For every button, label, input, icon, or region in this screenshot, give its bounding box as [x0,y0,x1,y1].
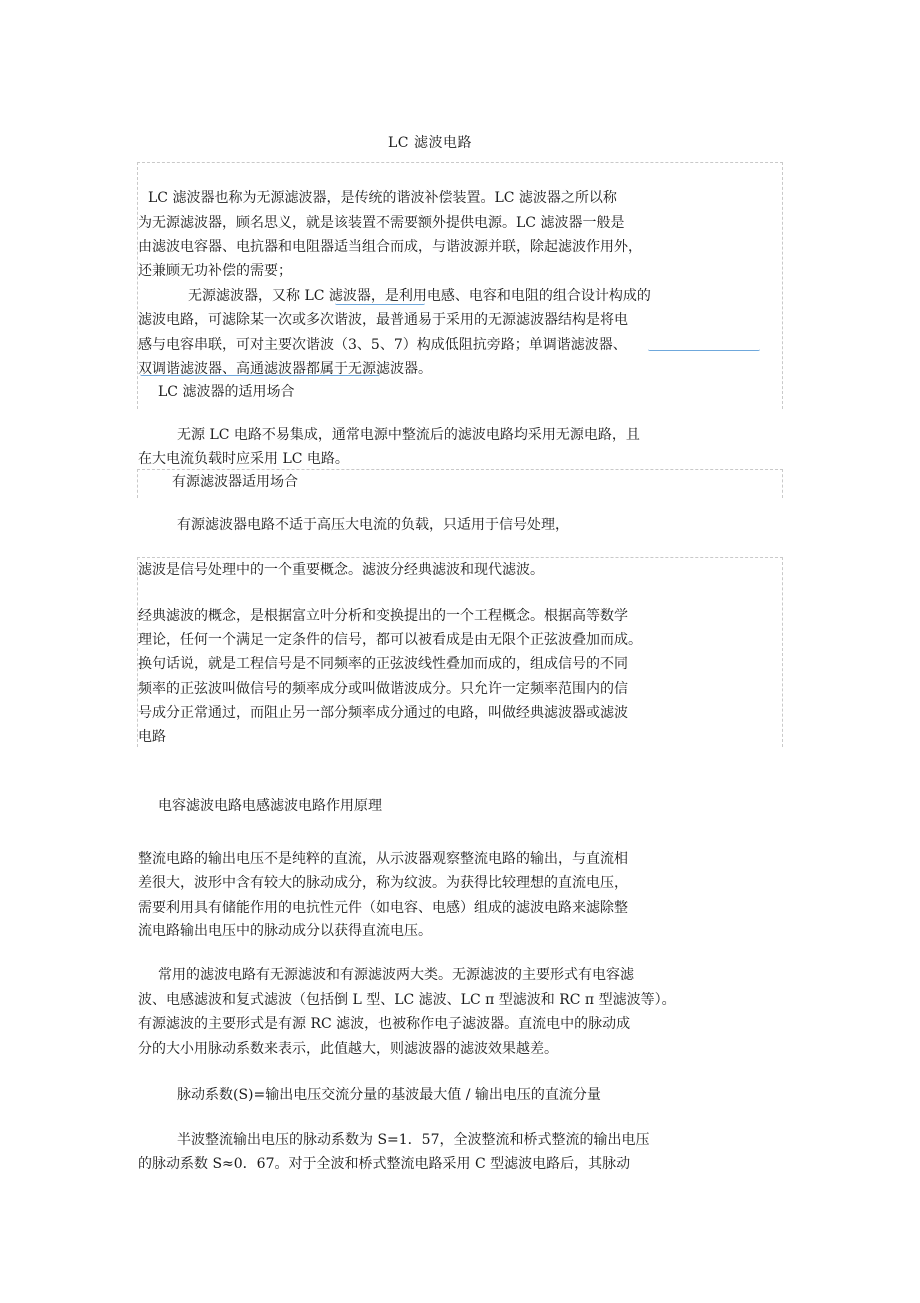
para6-line-1: 常用的滤波电路有无源滤波和有源滤波两大类。无源滤波的主要形式有电容滤 [158,967,634,983]
para1-line-2: 为无源滤波器，顾名思义，就是该装置不需要额外提供电源。LC 滤波器一般是 [138,215,625,231]
para5-line-4: 流电路输出电压中的脉动成分以获得直流电压。 [138,923,432,939]
active-filter-text: 有源滤波器电路不适于高压大电流的负载，只适用于信号处理， [177,517,569,533]
para4-line-5: 号成分正常通过，而阻止另一部分频率成分通过的电路，叫做经典滤波器或滤波 [138,705,628,721]
para6-line-4: 分的大小用脉动系数来表示，此值越大，则滤波器的滤波效果越差。 [138,1041,558,1057]
para2-line-1: 无源滤波器，又称 LC 滤波器，是利用电感、电容和电阻的组合设计构成的 [188,288,651,304]
para5-line-2: 差很大，波形中含有较大的脉动成分，称为纹波。为获得比较理想的直流电压， [138,875,628,891]
para3-line-1: 无源 LC 电路不易集成，通常电源中整流后的滤波电路均采用无源电路，且 [177,427,640,443]
para5-line-3: 需要利用具有储能作用的电抗性元件（如电容、电感）组成的滤波电路来滤除整 [138,900,628,916]
para4-line-6: 电路 [138,729,166,745]
para4-line-4: 频率的正弦波叫做信号的频率成分或叫做谐波成分。只允许一定频率范围内的信 [138,681,628,697]
spellcheck-underline-2 [648,347,760,351]
para1-line-3: 由滤波电容器、电抗器和电阻器适当组合而成，与谐波源并联，除起滤波作用外， [138,239,642,255]
para1-line-4: 还兼顾无功补偿的需要； [138,263,292,279]
para5-line-1: 整流电路的输出电压不是纯粹的直流，从示波器观察整流电路的输出，与直流相 [138,851,628,867]
para4-line-2: 理论，任何一个满足一定条件的信号，都可以被看成是由无限个正弦波叠加而成。 [138,632,642,648]
heading-lc-scope: LC 滤波器的适用场合 [158,384,295,400]
para7-line-1: 半波整流输出电压的脉动系数为 S=1．57，全波整流和桥式整流的输出电压 [177,1132,650,1148]
para4-line-3: 换句话说，就是工程信号是不同频率的正弦波线性叠加而成的，组成信号的不同 [138,656,628,672]
para3-line-2: 在大电流负载时应采用 LC 电路。 [138,451,349,467]
para6-line-2: 波、电感滤波和复式滤波（包括倒 L 型、LC 滤波、LC π 型滤波和 RC π 型滤波等）。 [138,992,676,1008]
para6-line-3: 有源滤波的主要形式是有源 RC 滤波，也被称作电子滤波器。直流电中的脉动成 [138,1016,631,1032]
spellcheck-underline-1 [335,301,425,305]
para2-line-2: 滤波电路，可滤除某一次或多次谐波，最普通易于采用的无源滤波器结构是将电 [138,312,628,328]
page-title: LC 滤波电路 [388,135,472,151]
para7-line-2: 的脉动系数 S≈0．67。对于全波和桥式整流电路采用 C 型滤波电路后，其脉动 [138,1156,631,1172]
para4-intro: 滤波是信号处理中的一个重要概念。滤波分经典滤波和现代滤波。 [138,562,544,578]
heading-principle: 电容滤波电路电感滤波电路作用原理 [158,798,382,814]
formula-text: 脉动系数(S)=输出电压交流分量的基波最大值 / 输出电压的直流分量 [177,1087,601,1103]
heading-active-scope: 有源滤波器适用场合 [172,474,298,490]
spellcheck-underline-3 [140,372,380,376]
para2-line-3: 感与电容串联，可对主要次谐波（3、5、7）构成低阻抗旁路；单调谐滤波器、 [138,337,627,353]
para2-line-4: 双调谐滤波器、高通滤波器都属于无源滤波器。 [138,361,432,377]
para1-line-1: LC 滤波器也称为无源滤波器，是传统的谐波补偿装置。LC 滤波器之所以称 [148,190,617,206]
para4-line-1: 经典滤波的概念，是根据富立叶分析和变换提出的一个工程概念。根据高等数学 [138,608,628,624]
